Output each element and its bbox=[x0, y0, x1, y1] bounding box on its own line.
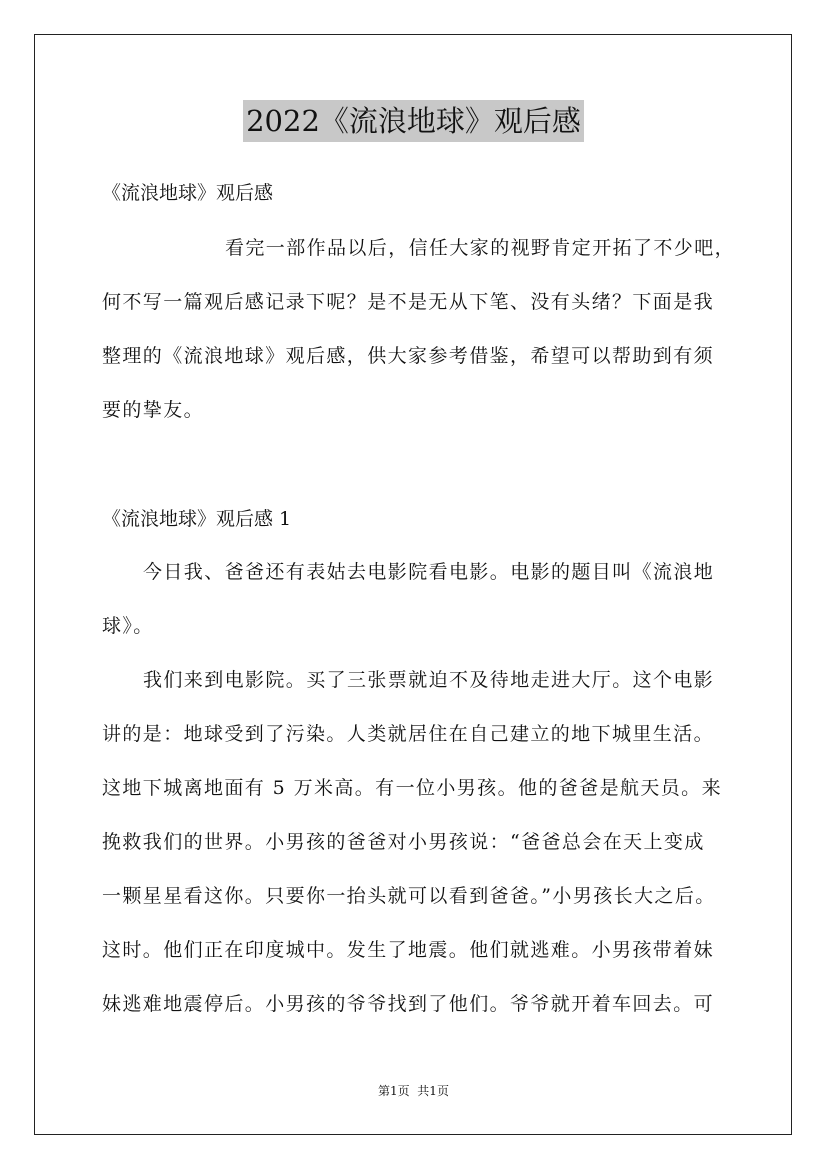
document-subtitle: 《流浪地球》观后感 bbox=[102, 182, 274, 204]
section-heading: 《流浪地球》观后感 1 bbox=[102, 508, 292, 530]
paragraph-line: 这时。他们正在印度城中。发生了地震。他们就逃难。小男孩带着妹 bbox=[102, 939, 715, 961]
paragraph-line: 妹逃难地震停后。小男孩的爷爷找到了他们。爷爷就开着车回去。可 bbox=[102, 993, 715, 1015]
paragraph-line: 我们来到电影院。买了三张票就迫不及待地走进大厅。这个电影 bbox=[143, 669, 715, 691]
paragraph-line: 球》。 bbox=[102, 615, 154, 637]
paragraph-line: 今日我、爸爸还有表姑去电影院看电影。电影的题目叫《流浪地 bbox=[143, 561, 715, 583]
page-footer: 第1页 共1页 bbox=[378, 1084, 449, 1098]
paragraph-line: 一颗星星看这你。只要你一抬头就可以看到爸爸。”小男孩长大之后。 bbox=[102, 885, 716, 907]
paragraph-line: 这地下城离地面有 5 万米高。有一位小男孩。他的爸爸是航天员。来 bbox=[102, 777, 722, 799]
intro-line: 整理的《流浪地球》观后感，供大家参考借鉴，希望可以帮助到有须 bbox=[102, 345, 715, 367]
paragraph-line: 讲的是：地球受到了污染。人类就居住在自己建立的地下城里生活。 bbox=[102, 723, 715, 745]
intro-line: 看完一部作品以后，信任大家的视野肯定开拓了不少吧， bbox=[225, 237, 736, 259]
title-container bbox=[0, 100, 827, 142]
paragraph-line: 挽救我们的世界。小男孩的爸爸对小男孩说：“爸爸总会在天上变成 bbox=[102, 831, 705, 853]
document-title: 2022《流浪地球》观后感 bbox=[243, 100, 584, 142]
intro-line: 要的挚友。 bbox=[102, 399, 205, 421]
intro-line: 何不写一篇观后感记录下呢？是不是无从下笔、没有头绪？下面是我 bbox=[102, 291, 715, 313]
